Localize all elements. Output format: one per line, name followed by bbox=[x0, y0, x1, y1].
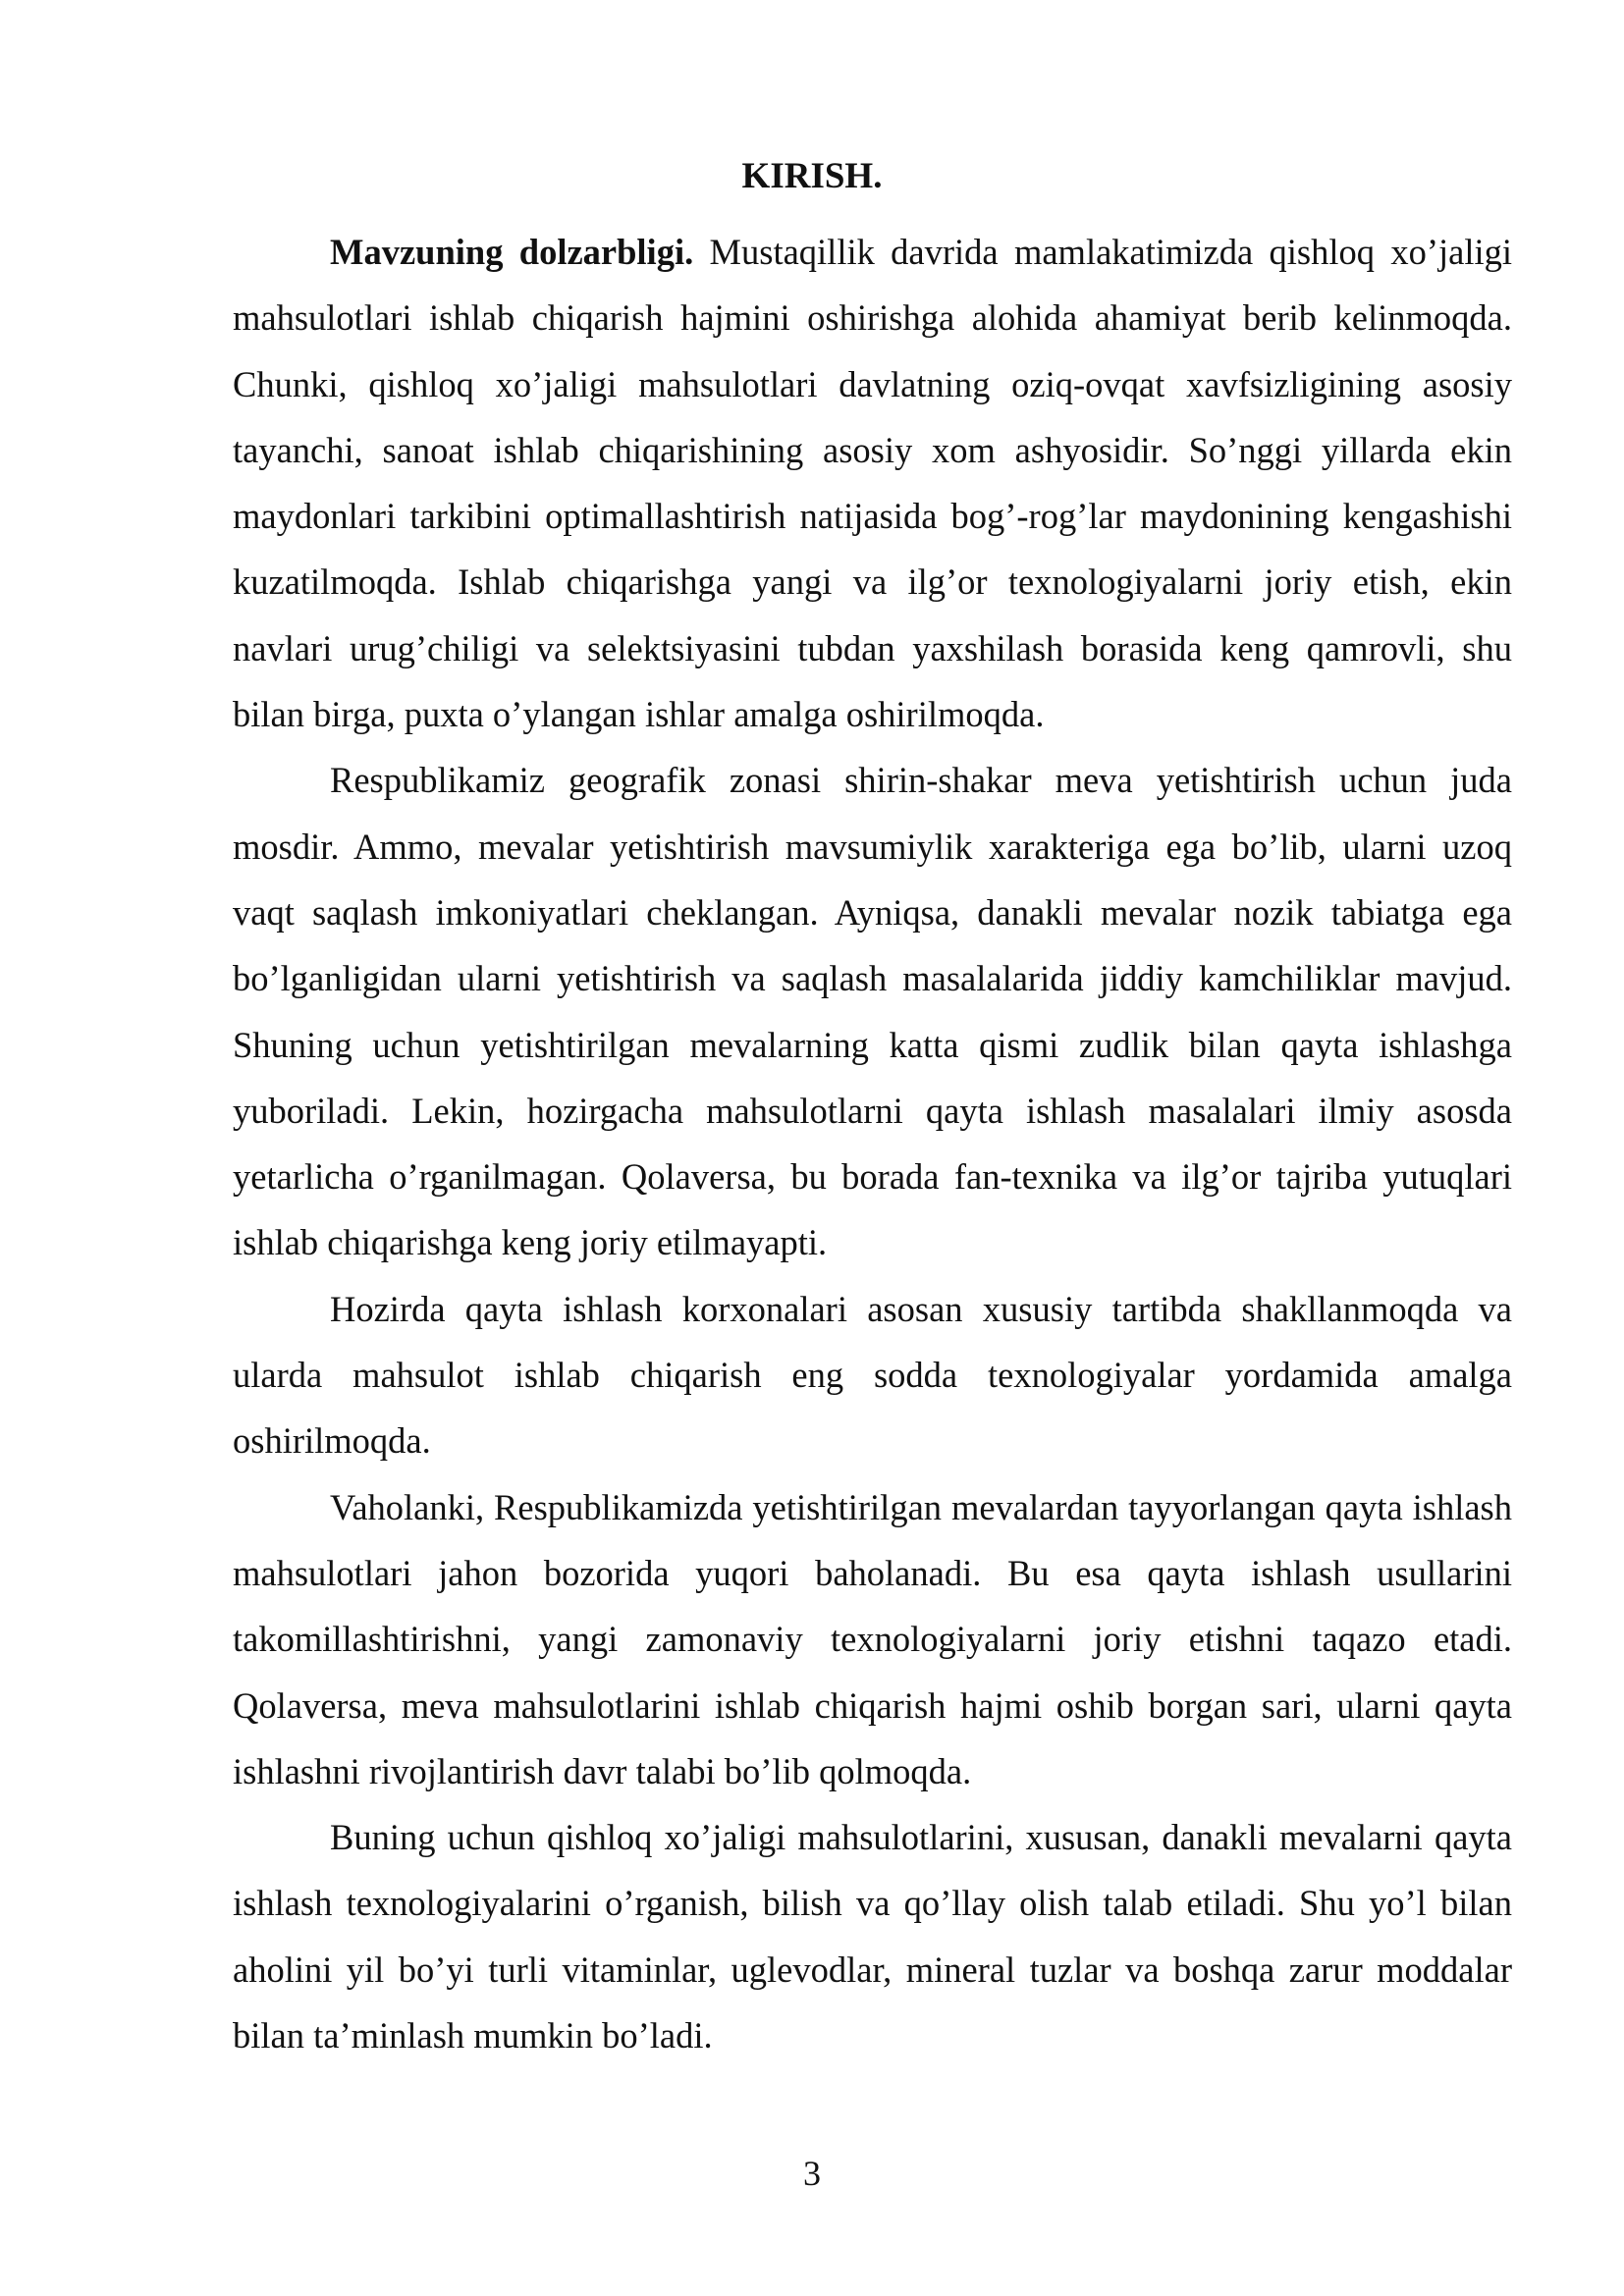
paragraph-technologies: Buning uchun qishloq xo’jaligi mahsulotlarini, xususan, danakli mevalarni qayta ishlash texnologiyalarini o’rganish, bilish va qo’llay olish talab etiladi. Shu yo’l bilan aholini yil bo’yi turli vitaminlar, uglevodlar, mineral tuzlar va boshqa zarur moddalar bilan ta’minlash mumkin bo’ladi. bbox=[233, 1817, 1512, 2056]
paragraph-world-market: Vaholanki, Respublikamizda yetishtirilgan mevalardan tayyorlangan qayta ishlash mahsulotlari jahon bozorida yuqori baholanadi. Bu esa qayta ishlash usullarini takomillashtirishni, yangi zamonaviy texnologiyalarni joriy etishni taqazo etadi. Qolaversa, meva mahsulotlarini ishlab chiqarish hajmi oshib borgan sari, ularni qayta ishlashni rivojlantirish davr talabi bo’lib qolmoqda. bbox=[233, 1486, 1512, 1791]
paragraph-text: Mustaqillik davrida mamlakatimizda qishloq xo’jaligi mahsulotlari ishlab chiqarish hajmini oshirishga alohida ahamiyat berib kelinmoqda. Chunki, qishloq xo’jaligi mahsulotlari davlatning oziq-ovqat xavfsizligining asosiy tayanchi, sanoat ishlab chiqarishining asosiy xom ashyosidir. So’nggi yillarda ekin maydonlari tarkibini optimallashtirish natijasida bog’-rog’lar maydonining kengashishi kuzatilmoqda. Ishlab chiqarishga yangi va ilg’or texnologiyalarni joriy etish, ekin navlari urug’chiligi va selektsiyasini tubdan yaxshilash borasida keng qamrovli, shu bilan birga, puxta o’ylangan ishlar amalga oshirilmoqda. bbox=[233, 232, 1512, 735]
page-number: 3 bbox=[803, 2154, 821, 2193]
paragraph-lead: Mavzuning dolzarbligi. bbox=[330, 232, 694, 272]
paragraph-geography: Respublikamiz geografik zonasi shirin-shakar meva yetishtirish uchun juda mosdir. Ammo, mevalar yetishtirish mavsumiylik xarakteriga ega bo’lib, ularni uzoq vaqt saqlash imkoniyatlari cheklangan. Ayniqsa, danakli mevalar nozik tabiatga ega bo’lganligidan ularni yetishtirish va saqlash masalalarida jiddiy kamchiliklar mavjud. Shuning uchun yetishtirilgan mevalarning katta qismi zudlik bilan qayta ishlashga yuboriladi. Lekin, hozirgacha mahsulotlarni qayta ishlash masalalari ilmiy asosda yetarlicha o’rganilmagan. Qolaversa, bu borada fan-texnika va ilg’or tajriba yutuqlari ishlab chiqarishga keng joriy etilmayapti. bbox=[233, 760, 1512, 1263]
paragraph-enterprises: Hozirda qayta ishlash korxonalari asosan xususiy tartibda shakllanmoqda va ularda mahsulot ishlab chiqarish eng sodda texnologiyalar yordamida amalga oshirilmoqda. bbox=[233, 1288, 1512, 1462]
body-text bbox=[233, 219, 1512, 2068]
page-title: KIRISH. bbox=[741, 156, 883, 196]
paragraph-relevance bbox=[233, 219, 1512, 747]
